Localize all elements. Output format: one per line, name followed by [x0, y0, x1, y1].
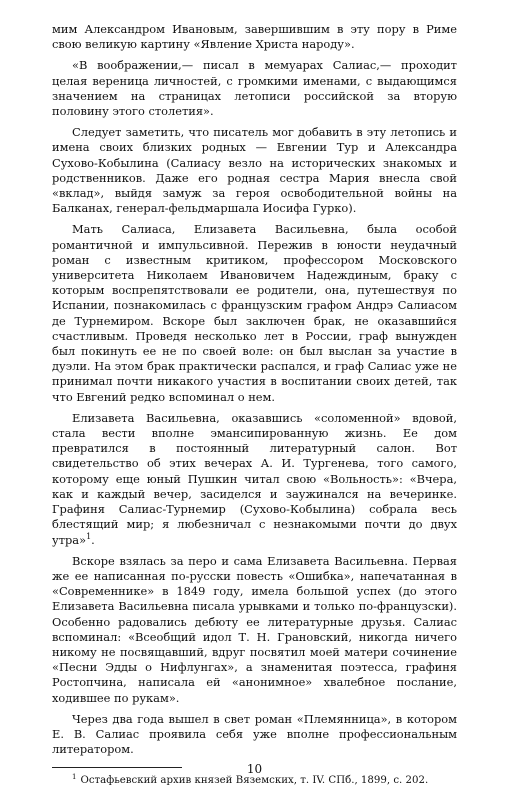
footnote-reference[interactable]: 1	[86, 531, 92, 541]
paragraph-6: Вскоре взялась за перо и сама Елизавета Васильевна. Первая же ее написанная по-русски повесть «Ошибка», напечатанная в «Современнике» в 1849 году, имела большой успех (до этого Елизавета Васильевна писала урывками и только по-французски). Особенно радовались дебюту ее литературные друзья. Салиас вспоминал: «Всеобщий идол Т. Н. Грановский, никогда ничего никому не посвящавший, вдруг посвятил моей матери сочинение «Песни Эдды о Нифлунгах», а знаменитая поэтесса, графиня Ростопчина, написала ей «анонимное» хвалебное послание, ходившее по рукам».	[52, 553, 457, 705]
footnote-number: 1	[72, 772, 77, 781]
footnote-text: Остафьевский архив князей Вяземских, т. IV. СПб., 1899, с. 202.	[80, 775, 429, 787]
paragraph-5-text: Елизавета Васильевна, оказавшись «соломенной» вдовой, стала вести вполне эмансипированную жизнь. Ее дом превратился в постоянный литературный салон. Вот свидетельство об этих вечерах А. И. Тургенева, того самого, которому еще юный Пушкин читал свою «Вольность»: «Вчера, как и каждый вечер, засиделся и заужинался на вечеринке. Графиня Салиас-Турнемир (Сухово-Кобылина) собрала весь блестящий мир; я любезничал с незнакомыми почти до двух утра»	[52, 410, 457, 547]
paragraph-2: «В воображении,— писал в мемуарах Салиас,— проходит целая вереница личностей, с громкими именами, с выдающимся значением на страницах летописи российской за вторую половину этого столетия».	[52, 58, 457, 119]
paragraph-5: Елизавета Васильевна, оказавшись «соломенной» вдовой, стала вести вполне эмансипированную жизнь. Ее дом превратился в постоянный литературный салон. Вот свидетельство об этих вечерах А. И. Тургенева, того самого, которому еще юный Пушкин читал свою «Вольность»: «Вчера, как и каждый вечер, засиделся и заужинался на вечеринке. Графиня Салиас-Турнемир (Сухово-Кобылина) собрала весь блестящий мир; я любезничал с незнакомыми почти до двух утра»$^1$.	[52, 410, 457, 547]
paragraph-7: Через два года вышел в свет роман «Племянница», в котором Е. В. Салиас проявила себя уже вполне профессиональным литератором.	[52, 711, 457, 757]
page-number: 10	[246, 762, 263, 776]
footnote	[52, 774, 457, 787]
paragraph-1: мим Александром Ивановым, завершившим в эту пору в Риме свою великую картину «Явление Христа народу».	[52, 22, 457, 52]
paragraph-3: Следует заметить, что писатель мог добавить в эту летопись и имена своих близких родных — Евгении Тур и Александра Сухово-Кобылина (Салиасу везло на исторических знакомых и родственников. Даже его родная сестра Мария внесла свой «вклад», выйдя замуж за героя освободительной войны на Балканах, генерал-фельдмаршала Иосифа Гурко).	[52, 125, 457, 216]
body-text	[52, 22, 457, 757]
paragraph-4: Мать Салиаса, Елизавета Васильевна, была особой романтичной и импульсивной. Пережив в юности неудачный роман с известным критиком, профессором Московского университета Николаем Ивановичем Надеждиным, браку с которым воспрепятствовали ее родители, она, путешествуя по Испании, познакомилась с французским графом Андрэ Салиасом де Турнемиром. Вскоре был заключен брак, не оказавшийся счастливым. Проведя несколько лет в России, граф вынужден был покинуть ее не по своей воле: он был выслан за участие в дуэли. На этом брак практически распался, и граф Салиас уже не принимал почти никакого участия в воспитании своих детей, так что Евгений редко вспоминал о нем.	[52, 222, 457, 404]
